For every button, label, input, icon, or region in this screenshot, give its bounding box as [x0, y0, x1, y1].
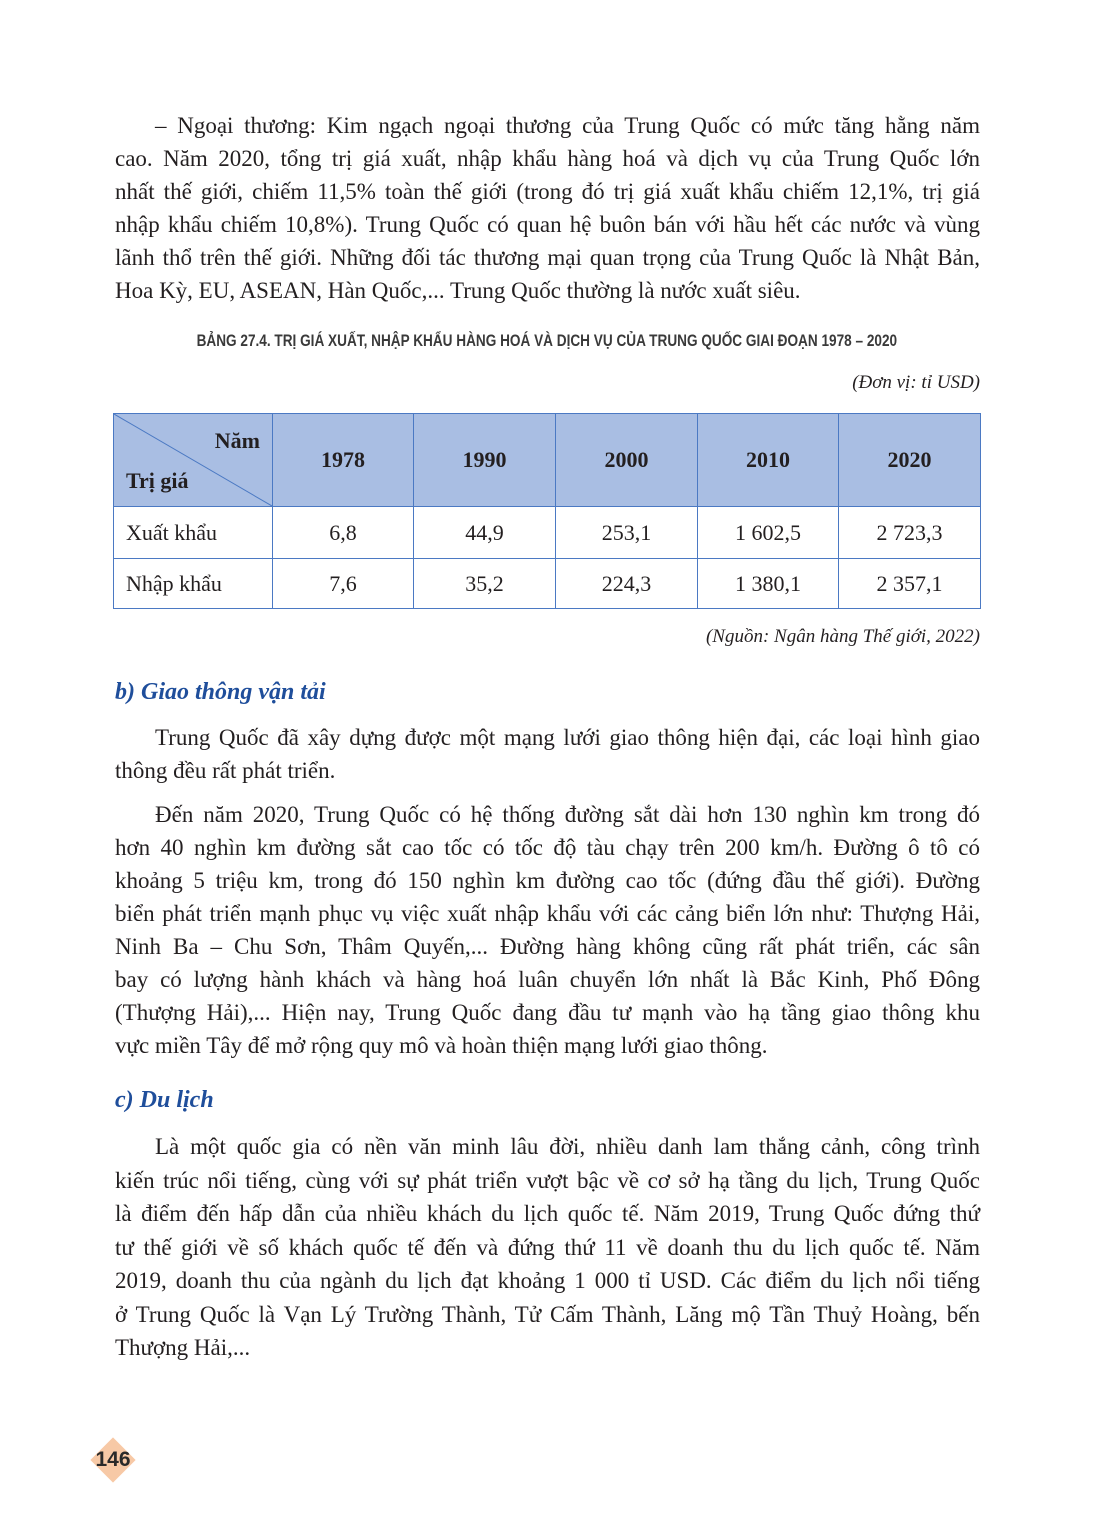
paragraph-line: – Ngoại thương: Kim ngạch ngoại thương của Trung Quốc có mức tăng hằng năm	[155, 113, 980, 138]
corner-value-label: Trị giá	[126, 468, 189, 493]
section-heading-tourism: c) Du lịch	[115, 1087, 214, 1113]
table-cell: 2 357,1	[839, 559, 981, 609]
paragraph-line: tư thế giới về số khách quốc tế đến và đứng thứ 11 về doanh thu du lịch quốc tế. Năm	[115, 1234, 980, 1260]
paragraph-line: 2019, doanh thu của ngành du lịch đạt khoảng 1 000 tỉ USD. Các điểm du lịch nổi tiếng	[115, 1268, 980, 1293]
trade-paragraph	[115, 109, 980, 307]
table-corner-cell	[114, 414, 273, 507]
table-cell: 1 380,1	[698, 559, 839, 609]
paragraph-line: hơn 40 nghìn km đường sắt cao tốc có tốc độ tàu chạy trên 200 km/h. Đường ô tô có	[115, 835, 980, 860]
paragraph-line: Trung Quốc đã xây dựng được một mạng lưới giao thông hiện đại, các loại hình giao	[155, 725, 980, 750]
year-header: 1990	[414, 414, 556, 507]
paragraph-line: cao. Năm 2020, tổng trị giá xuất, nhập khẩu hàng hoá và dịch vụ của Trung Quốc lớn	[115, 146, 980, 171]
tourism-paragraph	[115, 1130, 980, 1365]
year-header: 2020	[839, 414, 981, 507]
transport-intro-paragraph	[115, 721, 980, 787]
corner-year-label: Năm	[214, 428, 260, 453]
table-caption	[0, 331, 1094, 351]
trade-value-table	[113, 413, 981, 609]
paragraph-line: vực miền Tây để mở rộng quy mô và hoàn thiện mạng lưới giao thông.	[115, 1033, 768, 1058]
paragraph-line: Thượng Hải,...	[115, 1335, 251, 1360]
table-cell: 253,1	[556, 507, 698, 559]
paragraph-line: ở Trung Quốc là Vạn Lý Trường Thành, Tử Cấm Thành, Lăng mộ Tần Thuỷ Hoàng, bến	[115, 1301, 980, 1327]
paragraph-line: Ninh Ba – Chu Sơn, Thâm Quyến,... Đường hàng không cũng rất phát triển, các sân	[115, 934, 980, 959]
year-header: 2010	[698, 414, 839, 507]
paragraph-line: bay có lượng hành khách và hàng hoá luân chuyển lớn nhất là Bắc Kinh, Phố Đông	[115, 967, 980, 992]
table-unit: (Đơn vị: tỉ USD)	[852, 372, 980, 393]
paragraph-line: biển phát triển mạnh phục vụ việc xuất nhập khẩu với các cảng biển lớn như: Thượng Hải,	[115, 901, 980, 926]
paragraph-line: nhất thế giới, chiếm 11,5% toàn thế giới (trong đó trị giá xuất khẩu chiếm 12,1%, trị giá	[115, 179, 980, 204]
table-cell: 6,8	[273, 507, 414, 559]
paragraph-line: lãnh thổ trên thế giới. Những đối tác thương mại quan trọng của Trung Quốc là Nhật Bản,	[115, 245, 980, 270]
table-source: (Nguồn: Ngân hàng Thế giới, 2022)	[705, 626, 980, 647]
paragraph-line: thông đều rất phát triển.	[115, 758, 336, 783]
paragraph-line: nhập khẩu chiếm 10,8%). Trung Quốc có quan hệ buôn bán với hầu hết các nước và vùng	[115, 212, 980, 237]
table-header-row	[114, 414, 981, 507]
table-cell: 2 723,3	[839, 507, 981, 559]
paragraph-line: là điểm đến hấp dẫn của nhiều khách du lịch quốc tế. Năm 2019, Trung Quốc đứng thứ	[115, 1201, 980, 1226]
transport-detail-paragraph	[115, 798, 980, 1062]
year-header: 1978	[273, 414, 414, 507]
paragraph-line: Là một quốc gia có nền văn minh lâu đời, nhiều danh lam thắng cảnh, công trình	[155, 1134, 980, 1159]
row-label: Xuất khẩu	[114, 507, 273, 559]
paragraph-line: (Thượng Hải),... Hiện nay, Trung Quốc đang đầu tư mạnh vào hạ tầng giao thông khu	[115, 1000, 980, 1025]
paragraph-line: khoảng 5 triệu km, trong đó 150 nghìn km đường cao tốc (đứng đầu thế giới). Đường	[115, 868, 980, 893]
paragraph-line: Đến năm 2020, Trung Quốc có hệ thống đường sắt dài hơn 130 nghìn km trong đó	[155, 802, 980, 827]
paragraph-line: Hoa Kỳ, EU, ASEAN, Hàn Quốc,... Trung Quốc thường là nước xuất siêu.	[115, 278, 801, 303]
table-cell: 35,2	[414, 559, 556, 609]
row-label: Nhập khẩu	[114, 559, 273, 609]
table-cell: 44,9	[414, 507, 556, 559]
table-cell: 224,3	[556, 559, 698, 609]
table-caption-text: BẢNG 27.4. TRỊ GIÁ XUẤT, NHẬP KHẨU HÀNG HOÁ VÀ DỊCH VỤ CỦA TRUNG QUỐC GIAI ĐOẠN 1978 – 2020	[196, 331, 898, 350]
page-number: 146	[95, 1448, 131, 1471]
table-row	[114, 507, 981, 559]
table-cell: 7,6	[273, 559, 414, 609]
year-header: 2000	[556, 414, 698, 507]
section-heading-transport: b) Giao thông vận tải	[115, 679, 326, 705]
paragraph-line: kiến trúc nổi tiếng, cùng với sự phát triển vượt bậc về cơ sở hạ tầng du lịch, Trung Quốc	[115, 1167, 980, 1193]
table-cell: 1 602,5	[698, 507, 839, 559]
table-row	[114, 559, 981, 609]
page-number-badge	[90, 1438, 136, 1482]
